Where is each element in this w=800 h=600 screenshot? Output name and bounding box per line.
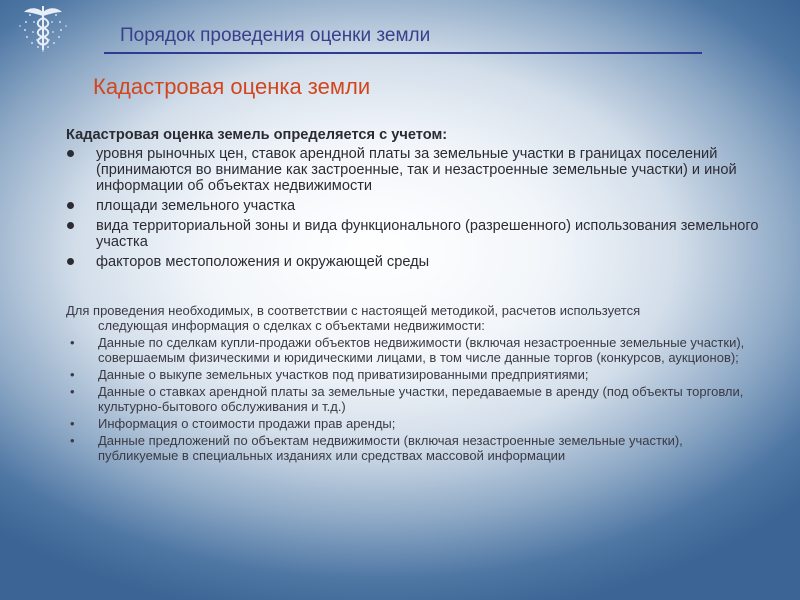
factor-text: уровня рыночных цен, ставок арендной платы за земельные участки в границах поселений (принимаются во внимание как застроенные, так и незастроенные земельные участки) и иной информации об объектах недвижимости bbox=[96, 146, 737, 194]
filled-circle-bullet-icon bbox=[67, 150, 74, 157]
factor-text: факторов местоположения и окружающей среды bbox=[96, 254, 430, 270]
small-dot-bullet-icon: • bbox=[70, 416, 75, 431]
header-title: Порядок проведения оценки земли bbox=[120, 25, 431, 46]
filled-circle-bullet-icon bbox=[67, 222, 74, 229]
factors-section bbox=[66, 127, 776, 274]
sources-intro bbox=[66, 303, 766, 333]
sources-intro-line2: следующая информация о сделках с объектами недвижимости: bbox=[98, 318, 485, 333]
small-dot-bullet-icon: • bbox=[70, 384, 75, 399]
caduceus-logo-icon bbox=[12, 2, 74, 54]
list-item bbox=[66, 433, 766, 463]
list-item bbox=[66, 218, 776, 250]
source-text: Данные по сделкам купли-продажи объектов недвижимости (включая незастроенные земельные участки), совершаемым физическими и юридическими лицами, в том числе данные торгов (конкурсов, аукционов); bbox=[98, 335, 745, 365]
list-item bbox=[66, 367, 766, 382]
small-dot-bullet-icon: • bbox=[70, 367, 75, 382]
list-item bbox=[66, 254, 776, 270]
list-item bbox=[66, 384, 766, 414]
filled-circle-bullet-icon bbox=[67, 258, 74, 265]
factor-text: вида территориальной зоны и вида функционального (разрешенного) использования земельного участка bbox=[96, 218, 759, 250]
source-text: Данные о выкупе земельных участков под приватизированными предприятиями; bbox=[98, 367, 589, 382]
list-item bbox=[66, 146, 776, 194]
source-text: Данные предложений по объектам недвижимости (включая незастроенные земельные участки), публикуемые в специальных изданиях или средствах массовой информации bbox=[98, 433, 683, 463]
small-dot-bullet-icon: • bbox=[70, 335, 75, 350]
source-text: Информация о стоимости продажи прав аренды; bbox=[98, 416, 396, 431]
sources-list bbox=[66, 335, 766, 463]
header-divider bbox=[104, 52, 702, 54]
list-item bbox=[66, 416, 766, 431]
sources-intro-line1: Для проведения необходимых, в соответствии с настоящей методикой, расчетов используется bbox=[66, 303, 641, 318]
source-text: Данные о ставках арендной платы за земельные участки, передаваемые в аренду (под объекты торговли, культурно-бытового обслуживания и т.д.) bbox=[98, 384, 744, 414]
sources-section bbox=[66, 303, 766, 465]
factors-intro: Кадастровая оценка земель определяется с учетом: bbox=[66, 127, 448, 143]
factors-list bbox=[66, 146, 776, 270]
filled-circle-bullet-icon bbox=[67, 202, 74, 209]
list-item bbox=[66, 335, 766, 365]
factor-text: площади земельного участка bbox=[96, 198, 296, 214]
list-item bbox=[66, 198, 776, 214]
slide-title: Кадастровая оценка земли bbox=[93, 74, 371, 99]
small-dot-bullet-icon: • bbox=[70, 433, 75, 448]
